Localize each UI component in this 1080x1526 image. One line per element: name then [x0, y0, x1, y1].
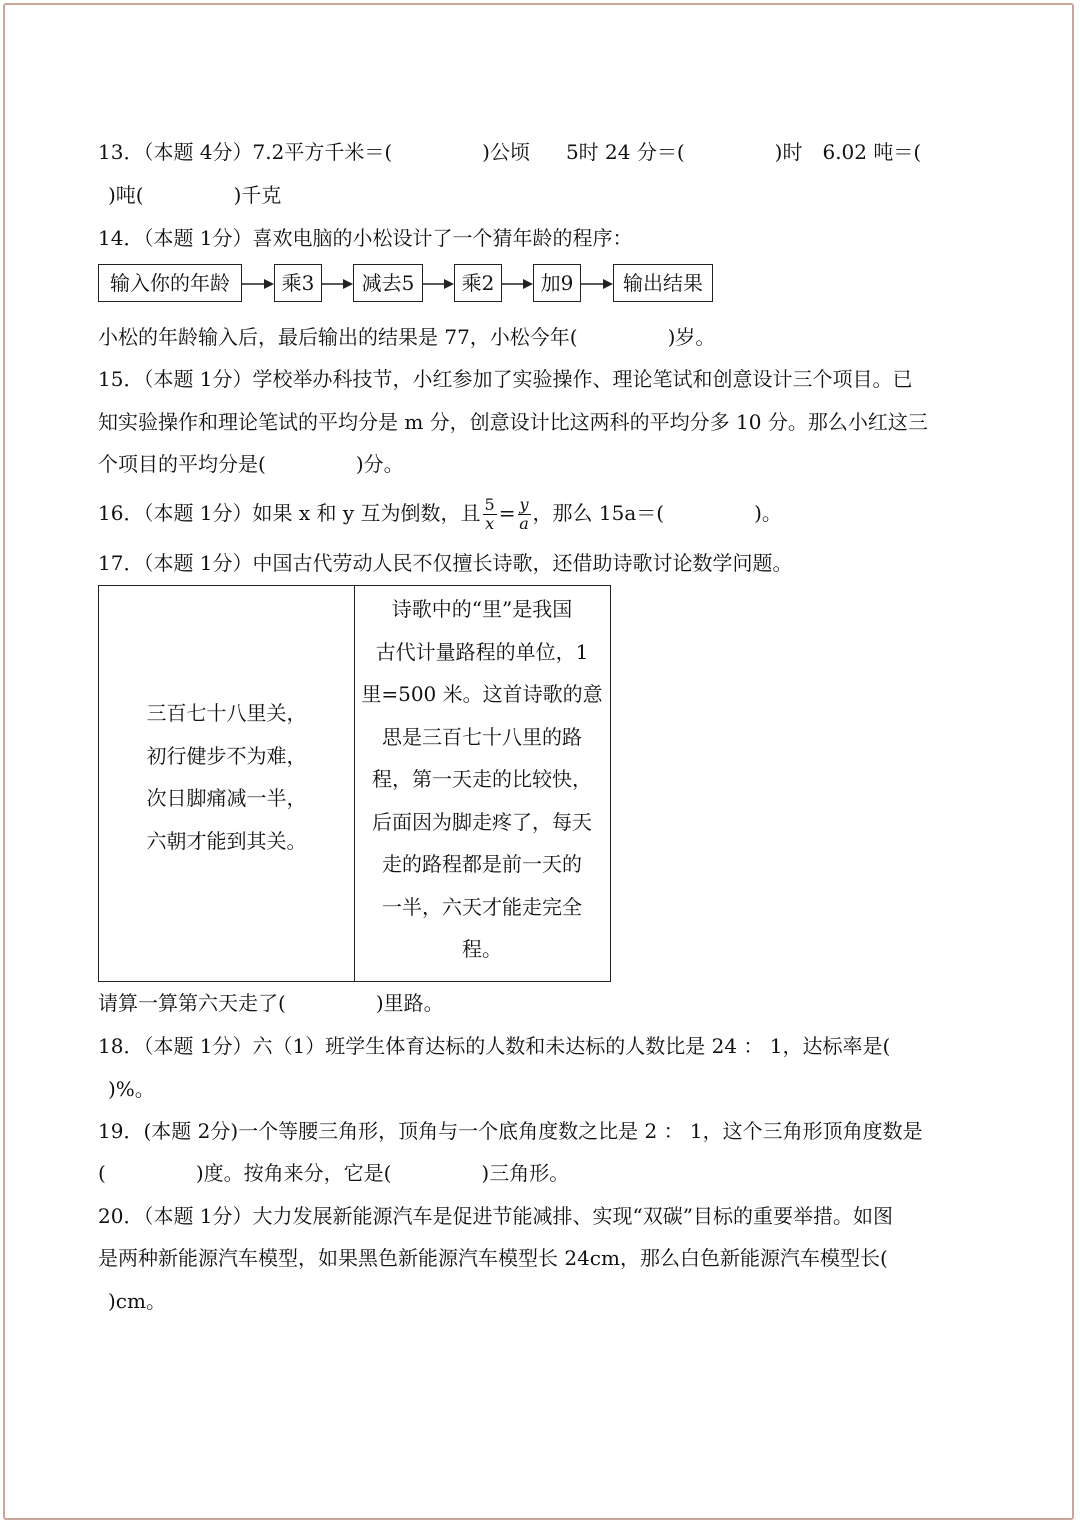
q14-stem: 14．（本题 1分）喜欢电脑的小松设计了一个猜年龄的程序： [98, 226, 633, 250]
q18-line1: 18．（本题 1分）六（1）班学生体育达标的人数和未达标的人数比是 24 ： 1，达标率是( [98, 1034, 891, 1058]
flow-box-plus9: 加9 [533, 264, 581, 302]
q13-line2: )吨( )千克 [108, 183, 282, 207]
fraction-y-over-a: $\frac{y}{a}$ [519, 495, 529, 533]
q16-line: 16．（本题 1分）如果 x 和 y 互为倒数，且 $\frac{5}{x}$ = $\frac{y}{a}$ ，那么 15a＝( )。 [98, 495, 782, 533]
q15-line2: 知实验操作和理论笔试的平均分是 m 分，创意设计比这两科的平均分多 10 分。那么小红这三 [98, 410, 928, 434]
q20-line1: 20．（本题 1分）大力发展新能源汽车是促进节能减排、实现“双碳”目标的重要举措。如图 [98, 1204, 893, 1228]
fraction-5-over-x: $\frac{5}{x}$ [484, 495, 495, 533]
flow-box-input: 输入你的年龄 [98, 264, 242, 302]
q19-line2: ( )度。按角来分，它是( )三角形。 [98, 1161, 570, 1185]
q17-stem: 17．（本题 1分）中国古代劳动人民不仅擅长诗歌，还借助诗歌讨论数学问题。 [98, 551, 793, 575]
q19-line1: 19．(本题 2分)一个等腰三角形，顶角与一个底角度数之比是 2 ： 1，这个三角形顶角度数是 [98, 1119, 923, 1143]
table-divider [354, 586, 355, 981]
flow-arrow-icon [581, 274, 613, 294]
q14-question: 小松的年龄输入后，最后输出的结果是 77，小松今年( )岁。 [98, 325, 716, 349]
flow-arrow-icon [322, 274, 353, 294]
q18-line2: )%。 [108, 1077, 155, 1101]
q15-line3: 个项目的平均分是( )分。 [98, 452, 404, 476]
flow-arrow-icon [502, 274, 533, 294]
flow-arrow-icon [423, 274, 454, 294]
q20-line2: 是两种新能源汽车模型，如果黑色新能源汽车模型长 24cm，那么白色新能源汽车模型长( [98, 1246, 888, 1270]
poem-table [98, 585, 611, 982]
flow-arrow-icon [242, 274, 274, 294]
flow-box-times2: 乘2 [454, 264, 502, 302]
q20-line3: )cm。 [108, 1289, 166, 1313]
poem-text: 三百七十八里关， 初行健步不为难， 次日脚痛减一半， 六朝才能到其关。 [146, 701, 307, 853]
q13-line1: 13．（本题 4分）7.2平方千米＝( )公顷 5时 24 分＝( )时 6.02 吨＝( [98, 140, 922, 164]
q15-line1: 15．（本题 1分）学校举办科技节，小红参加了实验操作、理论笔试和创意设计三个项目。已 [98, 367, 913, 391]
flow-box-output: 输出结果 [613, 264, 713, 302]
poem-explanation: 诗歌中的“里”是我国 古代计量路程的单位，1 里=500 米。这首诗歌的意 思是三百七十八里的路 程，第一天走的比较快， 后面因为脚走疼了，每天 走的路程都是前一天的 一半，六天才能走完全 程。 [361, 597, 603, 961]
q17-question: 请算一算第六天走了( )里路。 [98, 991, 444, 1015]
flow-box-minus5: 减去5 [353, 264, 423, 302]
flow-box-times3: 乘3 [274, 264, 322, 302]
